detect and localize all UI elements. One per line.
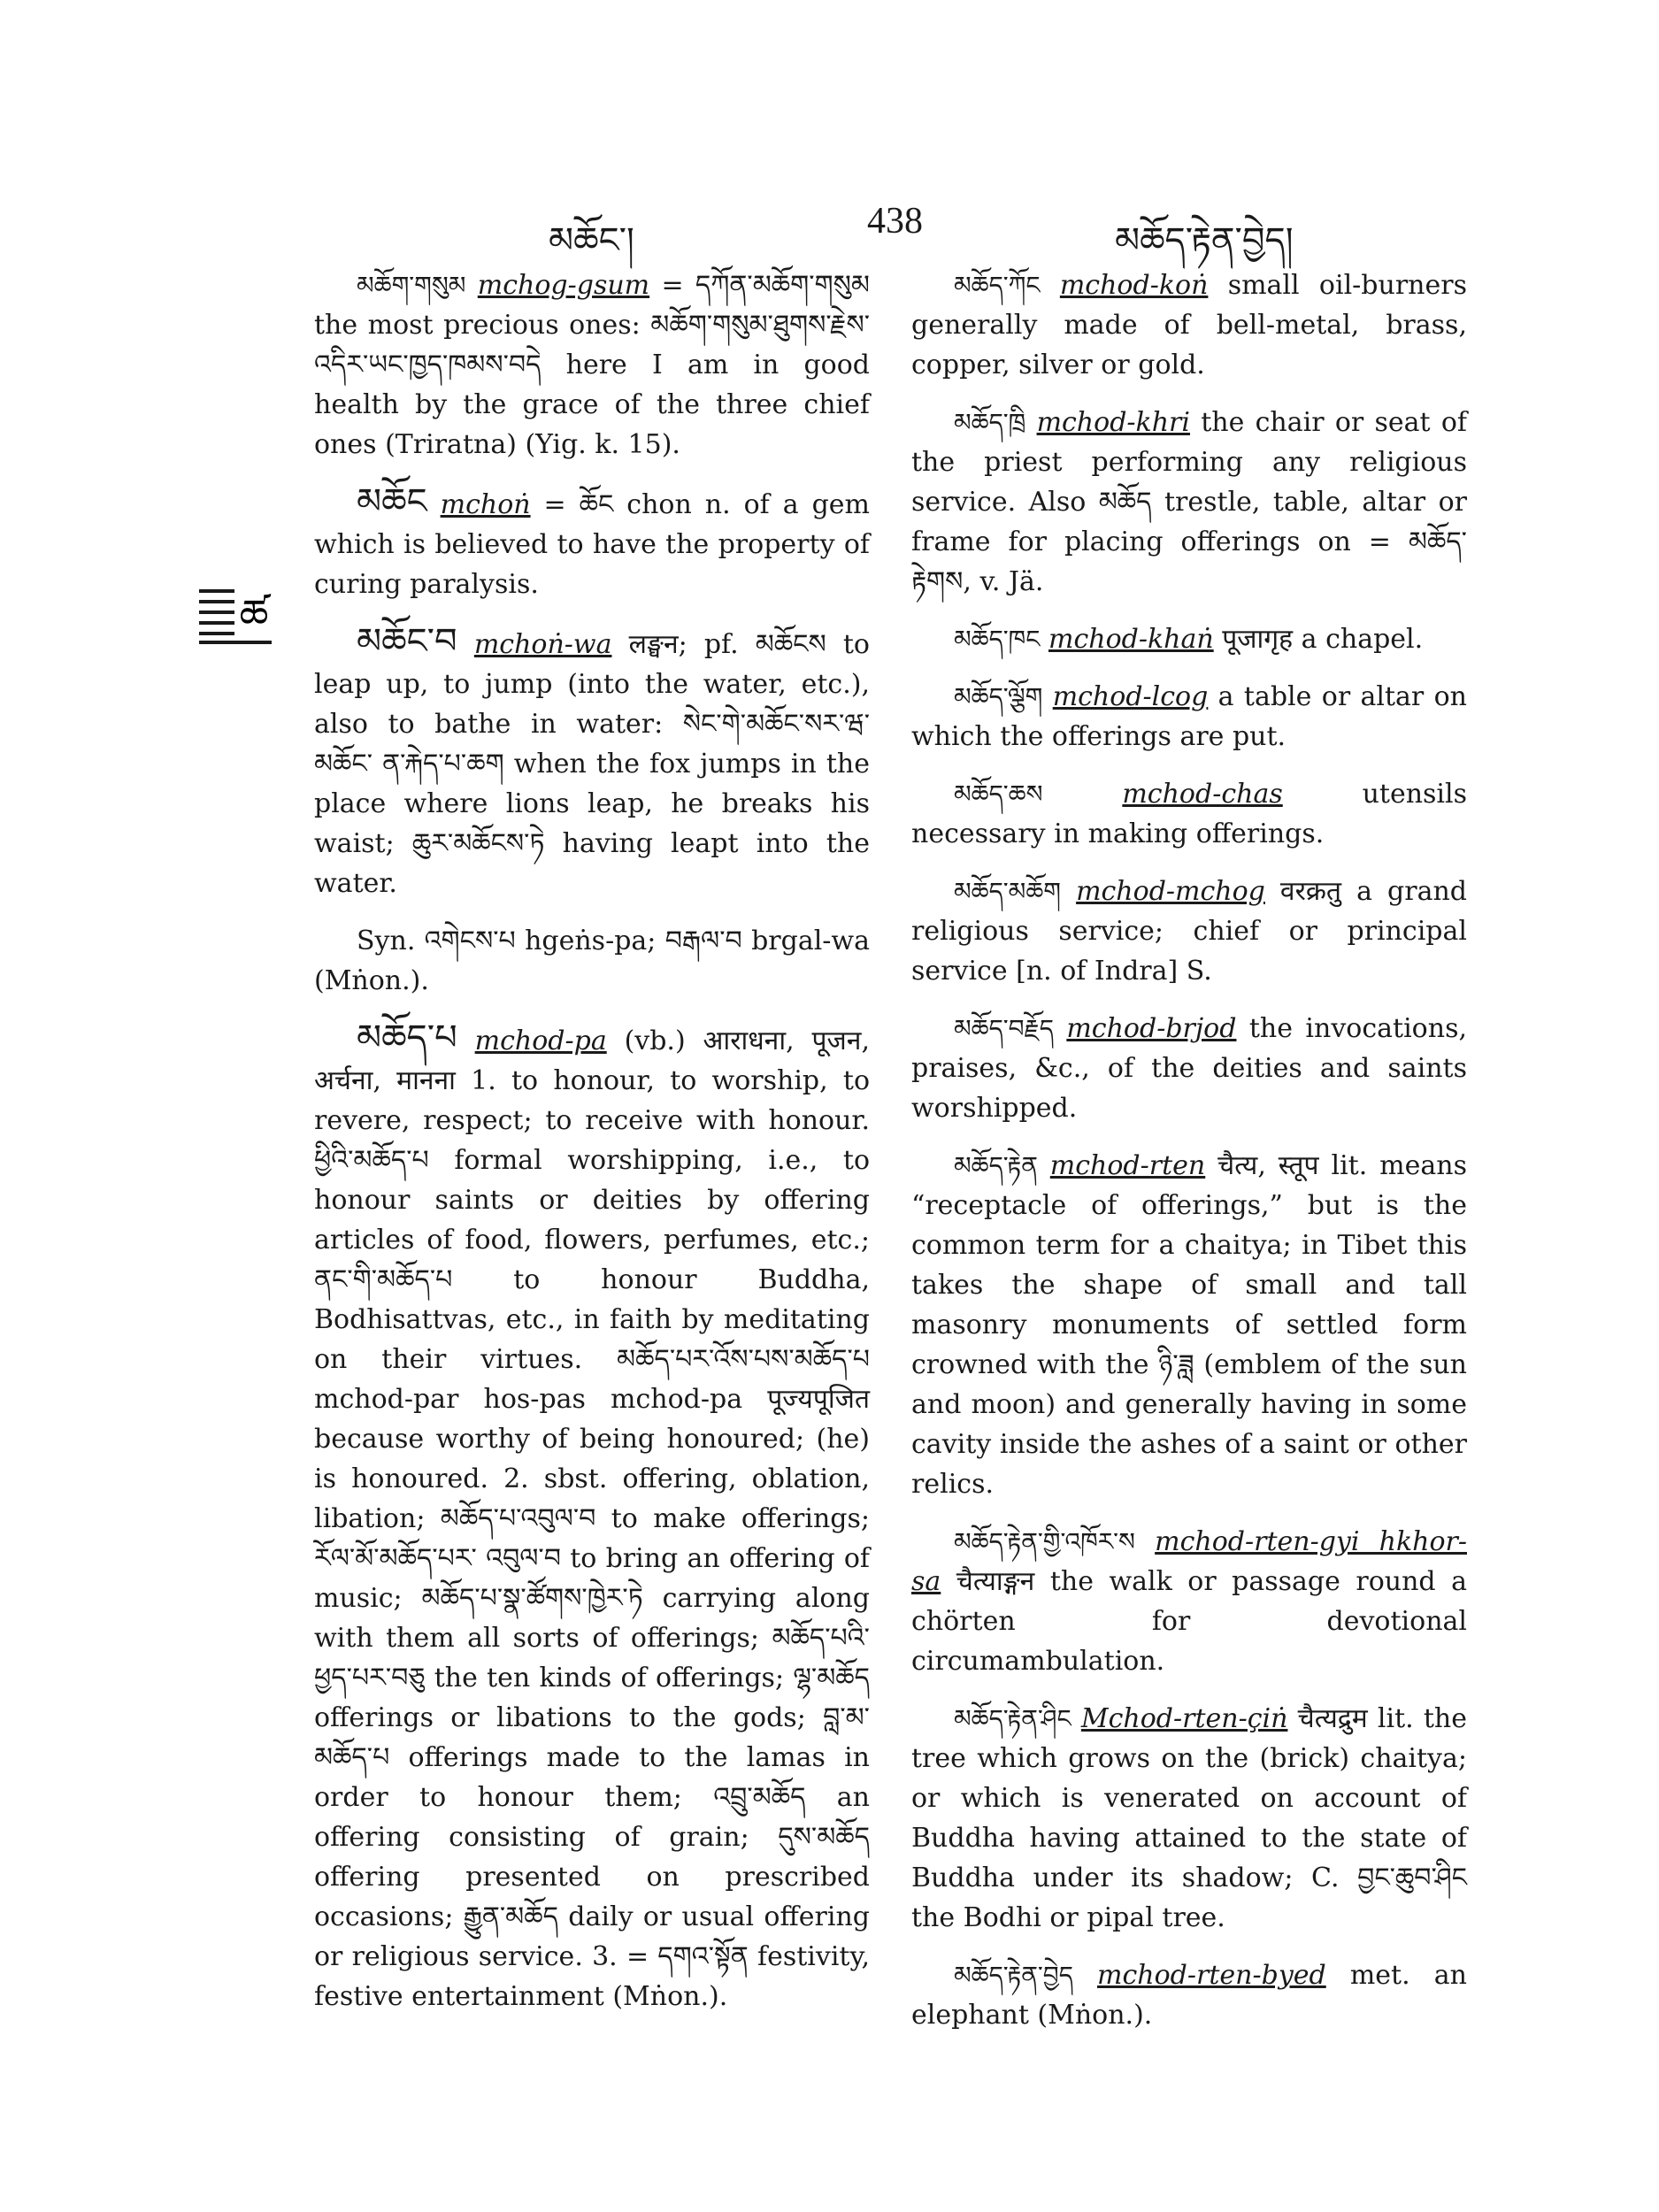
entry-headword: མཆོང: [357, 481, 427, 522]
dictionary-entry: [314, 1018, 870, 2016]
entry-transliteration: mchoṅ-wa: [473, 629, 612, 660]
entry-definition: चैत्यद्रुम lit. the tree which grows on the (brick) chaitya; or which is venerated on account of Buddha having attained to the state of Buddha under its shadow; C. བྱང་ཆུབ་ཤིང the Bodhi or pipal tree.: [911, 1703, 1467, 1933]
dictionary-entry: [911, 677, 1467, 757]
running-head-right: མཆོད་རྟེན་བྱེད།: [1115, 220, 1294, 261]
entry-definition: a table or altar on which the offerings are put.: [911, 681, 1467, 752]
entry-headword: མཆོད་མཆོག: [954, 877, 1061, 906]
entry-transliteration: mchod-rten: [1049, 1150, 1206, 1181]
entry-headword: མཆོང་བ: [357, 621, 457, 662]
entry-transliteration: Mchod-rten-çiṅ: [1080, 1703, 1288, 1734]
entry-definition: चैत्य, स्तूप lit. means “receptacle of offerings,” but is the common term for a chaitya; in Tibet this takes the shape of small and tall masonry monuments of settled form crowned with the ཉི་ཟླ (emblem of the sun and moon) and generally having in some cavity inside the ashes of a saint or other relics.: [911, 1150, 1467, 1500]
entry-transliteration: mchod-pa: [474, 1025, 607, 1056]
entry-headword: མཆོད་བརྗོད: [954, 1014, 1054, 1043]
entry-definition: the invocations, praises, &c., of the deities and saints worshipped.: [911, 1013, 1467, 1124]
dictionary-entry: [314, 921, 870, 1001]
entry-headword: མཆོད་རྟེན་གྱི་འཁོར་ས: [954, 1527, 1135, 1556]
entry-headword: མཆོད་ཆས: [954, 780, 1043, 809]
entry-transliteration: mchod-lcog: [1052, 681, 1209, 712]
dictionary-entry: [911, 774, 1467, 854]
right-column: [911, 265, 1467, 2053]
entry-transliteration: mchod-khaṅ: [1048, 624, 1214, 655]
entry-definition: पूजागृह a chapel.: [1213, 624, 1424, 655]
dictionary-entry: [911, 403, 1467, 602]
entry-headword: མཆོད་ཁྲི: [954, 408, 1026, 437]
entry-headword: མཆོད་ལྕོག: [954, 682, 1043, 711]
entry-transliteration: mchog-gsum: [477, 270, 650, 301]
entry-definition: चैत्याङ्गन the walk or passage round a chörten for devotional circumambulation.: [911, 1566, 1467, 1677]
entry-headword: མཆོད་ཁང: [954, 625, 1041, 654]
dictionary-entry: [314, 622, 870, 903]
entry-headword: མཆོད་རྟེན: [954, 1151, 1038, 1180]
entry-definition: = ཆོང chon n. of a gem which is believed to have the property of curing paralysis.: [314, 489, 870, 600]
entry-transliteration: mchod-rten-byed: [1097, 1960, 1326, 1991]
dictionary-entry: [911, 1009, 1467, 1128]
entry-transliteration: mchod-rten-gyi hkhor-sa: [911, 1526, 1467, 1597]
dictionary-entry: [911, 1955, 1467, 2035]
entry-definition: लङ्घन; pf. མཆོངས to leap up, to jump (into the water, etc.), also to bathe in water: སེང་གེ་མཆོང་སར་ཝ་མཆོང་ ན་རྐེད་པ་ཆག when the fox jumps in the place where lions leap, he breaks his waist; ཆུར་མཆོངས་ཏེ having leapt into the water.: [314, 629, 870, 899]
entry-transliteration: mchod-khri: [1036, 407, 1190, 438]
dictionary-entry: [314, 482, 870, 604]
dictionary-entry: [314, 265, 870, 465]
dictionary-entry: [911, 1699, 1467, 1938]
entry-transliteration: mchod-mchog: [1076, 876, 1265, 907]
section-marker-glyph: ཚ: [239, 590, 269, 638]
entry-headword: མཆོད་ཀོང: [954, 271, 1041, 300]
entry-transliteration: mchoṅ: [440, 489, 531, 520]
section-marker-icon: [199, 584, 272, 646]
entry-definition: वरक्रतु a grand religious service; chief or principal service [n. of Indra] S.: [911, 876, 1467, 987]
entry-transliteration: mchod-brjod: [1066, 1013, 1237, 1044]
entry-transliteration: mchod-koṅ: [1059, 270, 1209, 301]
entry-definition: utensils necessary in making offerings.: [911, 779, 1467, 849]
entry-transliteration: mchod-chas: [1122, 779, 1283, 810]
entry-definition: small oil-burners generally made of bell-metal, brass, copper, silver or gold.: [911, 270, 1467, 380]
dictionary-entry: [911, 1146, 1467, 1504]
dictionary-entry: [911, 265, 1467, 385]
running-head-left: མཆོང་།: [549, 220, 634, 261]
left-column: [314, 265, 870, 2034]
entry-headword: མཆོད་རྟེན་ཤིང: [954, 1704, 1071, 1733]
page-number: 438: [867, 201, 923, 242]
entry-headword: མཆོད་རྟེན་བྱེད: [954, 1961, 1073, 1990]
dictionary-entry: [911, 1522, 1467, 1681]
entry-headword: མཆོད་པ: [357, 1018, 457, 1058]
entry-definition: the chair or seat of the priest performing any religious service. Also མཆོད trestle, table, altar or frame for placing offerings on = མཆོད་རྟེགས, v. Jä.: [911, 407, 1467, 597]
dictionary-entry: [911, 619, 1467, 659]
entry-definition: (vb.) आराधना, पूजन, अर्चना, मानना 1. to honour, to worship, to revere, respect; to receive with honour. ཕྱིའི་མཆོད་པ formal worshipping, i.e., to honour saints or deities by offering articles of food, flowers, perfumes, etc.; ནང་གི་མཆོད་པ to honour Buddha, Bodhisattvas, etc., in faith by meditating on their virtues. མཆོད་པར་འོས་པས་མཆོད་པ mchod-par hos-pas mchod-pa पूज्यपूजित because worthy of being honoured; (he) is honoured. 2. sbst. offering, oblation, libation; མཆོད་པ་འབུལ་བ to make offerings; རོལ་མོ་མཆོད་པར་ འབུལ་བ to bring an offering of music; མཆོད་པ་སྣ་ཚོགས་ཁྱེར་ཏེ carrying along with them all sorts of offerings; མཆོད་པའི་ཕྱད་པར་བཅུ the ten kinds of offerings; ལྷ་མཆོད offerings or libations to the gods; བླ་མ་མཆོད་པ offerings made to the lamas in order to honour them; འབྲུ་མཆོད an offering consisting of grain; དུས་མཆོད offering presented on prescribed occasions; རྒྱུན་མཆོད daily or usual offering or religious service. 3. = དགའ་སྟོན festivity, festive entertainment (Mṅon.).: [314, 1025, 870, 2012]
entry-definition: = དཀོན་མཆོག་གསུམ the most precious ones: མཆོག་གསུམ་ཐུགས་རྗེས་ འདིར་ཡང་ཁྱད་ཁམས་བདེ here I am in good health by the grace of the three chief ones (Triratna) (Yig. k. 15).: [314, 270, 870, 460]
entry-headword: མཆོག་གསུམ: [357, 271, 466, 300]
entry-definition: འགེངས་པ hgeṅs-pa; བརྒལ་བ brgal-wa (Mṅon.).: [314, 926, 870, 996]
dictionary-entry: [911, 872, 1467, 991]
entry-headword: Syn.: [357, 926, 416, 956]
entry-definition: met. an elephant (Mṅon.).: [911, 1960, 1467, 2031]
